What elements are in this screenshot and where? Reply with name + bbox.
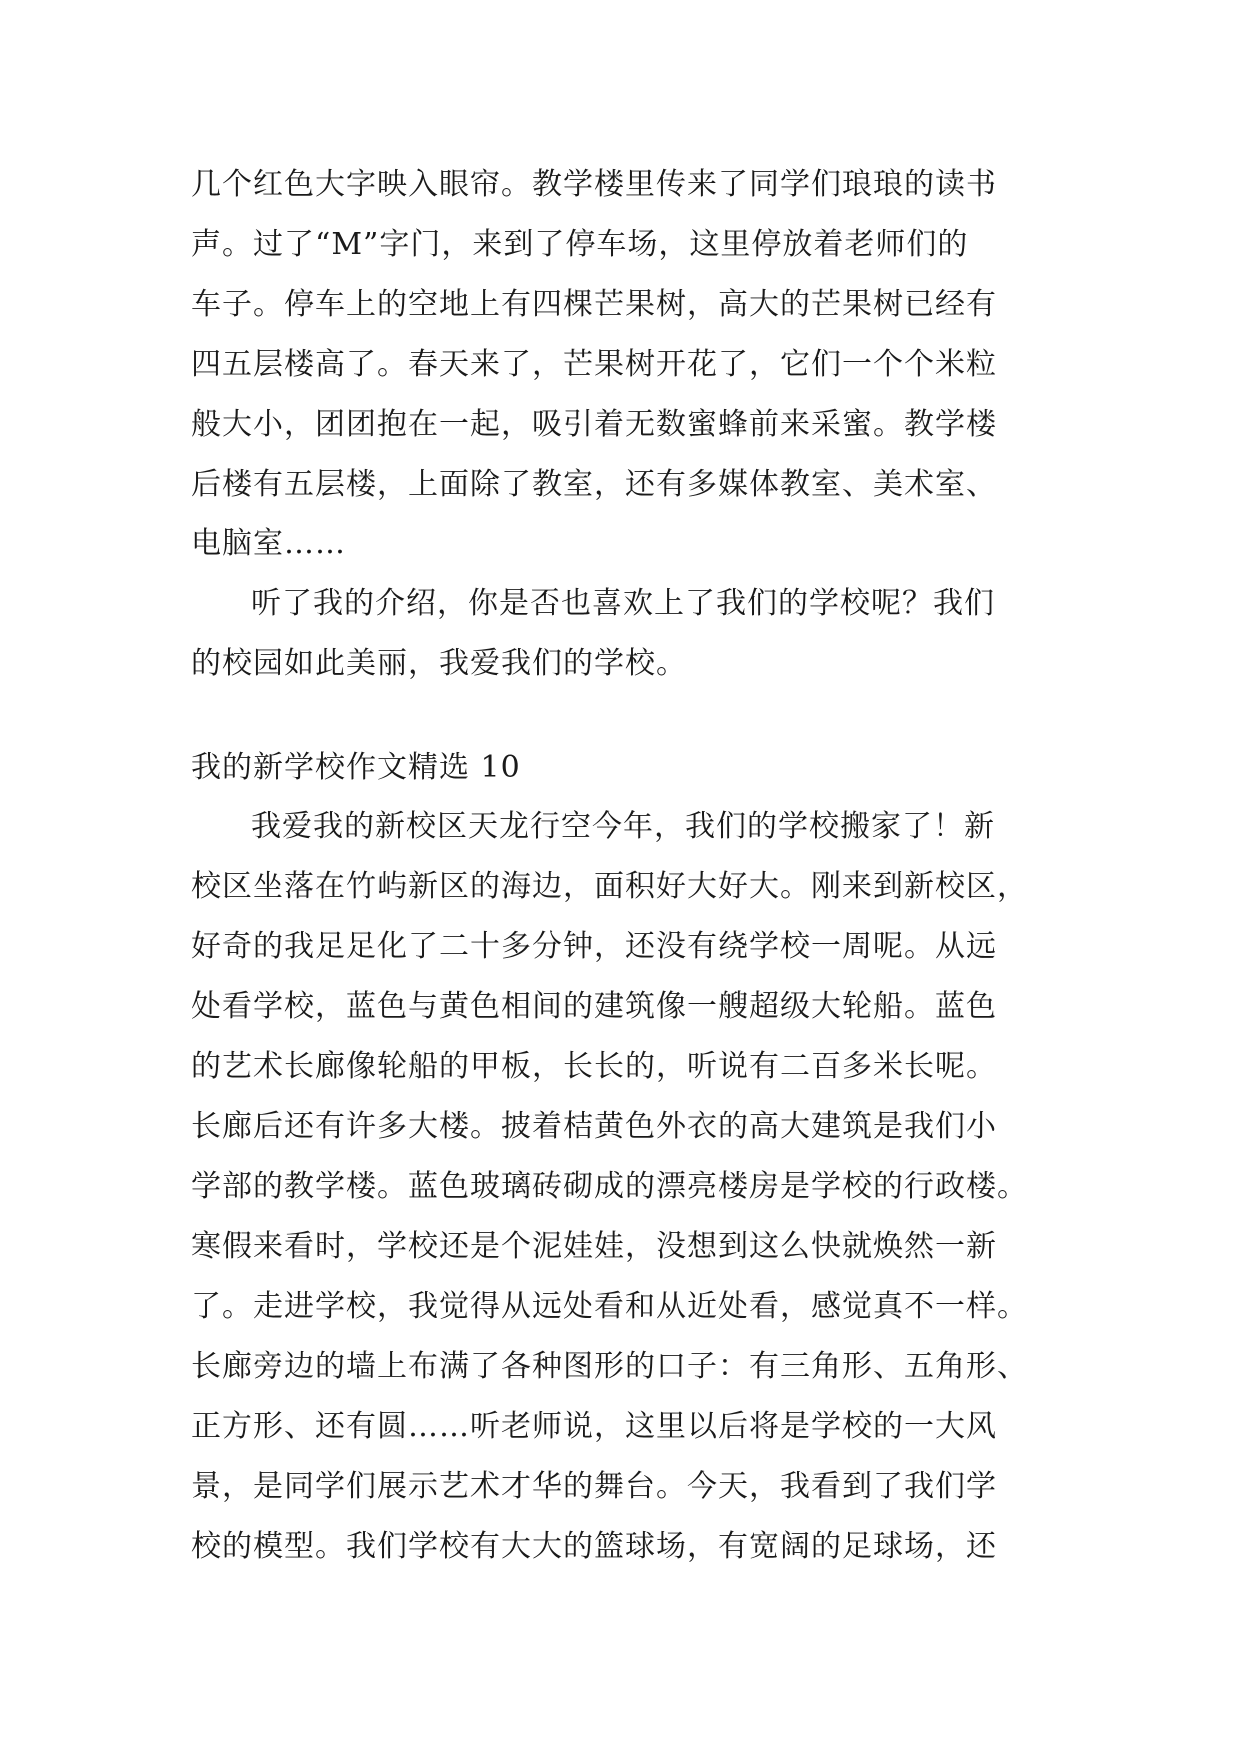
- paragraph-line: 好奇的我足足化了二十多分钟，还没有绕学校一周呢。从远: [191, 929, 997, 964]
- paragraph-line: 学部的教学楼。蓝色玻璃砖砌成的漂亮楼房是学校的行政楼。: [191, 1169, 1028, 1204]
- paragraph-line: 景，是同学们展示艺术才华的舞台。今天，我看到了我们学: [191, 1469, 997, 1504]
- paragraph-line: 正方形、还有圆……听老师说，这里以后将是学校的一大风: [191, 1409, 997, 1444]
- paragraph-line: 了。走进学校，我觉得从远处看和从近处看，感觉真不一样。: [191, 1289, 1028, 1324]
- paragraph-line: 我爱我的新校区天龙行空今年，我们的学校搬家了！新: [251, 809, 995, 844]
- paragraph-line: 听了我的介绍，你是否也喜欢上了我们的学校呢？我们: [251, 586, 995, 621]
- paragraph-line: 长廊后还有许多大楼。披着桔黄色外衣的高大建筑是我们小: [191, 1109, 997, 1144]
- paragraph-line: 寒假来看时，学校还是个泥娃娃，没想到这么快就焕然一新: [191, 1229, 997, 1264]
- section-heading: 我的新学校作文精选 10: [191, 750, 521, 785]
- paragraph-line: 几个红色大字映入眼帘。教学楼里传来了同学们琅琅的读书: [191, 167, 997, 202]
- paragraph-line: 后楼有五层楼，上面除了教室，还有多媒体教室、美术室、: [191, 467, 997, 502]
- paragraph-line: 的艺术长廊像轮船的甲板，长长的，听说有二百多米长呢。: [191, 1049, 997, 1084]
- paragraph-line: 校的模型。我们学校有大大的篮球场，有宽阔的足球场，还: [191, 1529, 997, 1564]
- paragraph-line: 长廊旁边的墙上布满了各种图形的口子：有三角形、五角形、: [191, 1349, 1028, 1384]
- paragraph-line: 电脑室……: [191, 526, 346, 561]
- paragraph-line: 校区坐落在竹屿新区的海边，面积好大好大。刚来到新校区，: [191, 869, 1028, 904]
- paragraph-line: 般大小，团团抱在一起，吸引着无数蜜蜂前来采蜜。教学楼: [191, 407, 997, 442]
- paragraph-line: 的校园如此美丽，我爱我们的学校。: [191, 646, 687, 681]
- paragraph-line: 处看学校，蓝色与黄色相间的建筑像一艘超级大轮船。蓝色: [191, 989, 997, 1024]
- paragraph-line: 声。过了“M”字门，来到了停车场，这里停放着老师们的: [191, 227, 969, 262]
- paragraph-line: 车子。停车上的空地上有四棵芒果树，高大的芒果树已经有: [191, 287, 997, 322]
- paragraph-line: 四五层楼高了。春天来了，芒果树开花了，它们一个个米粒: [191, 347, 997, 382]
